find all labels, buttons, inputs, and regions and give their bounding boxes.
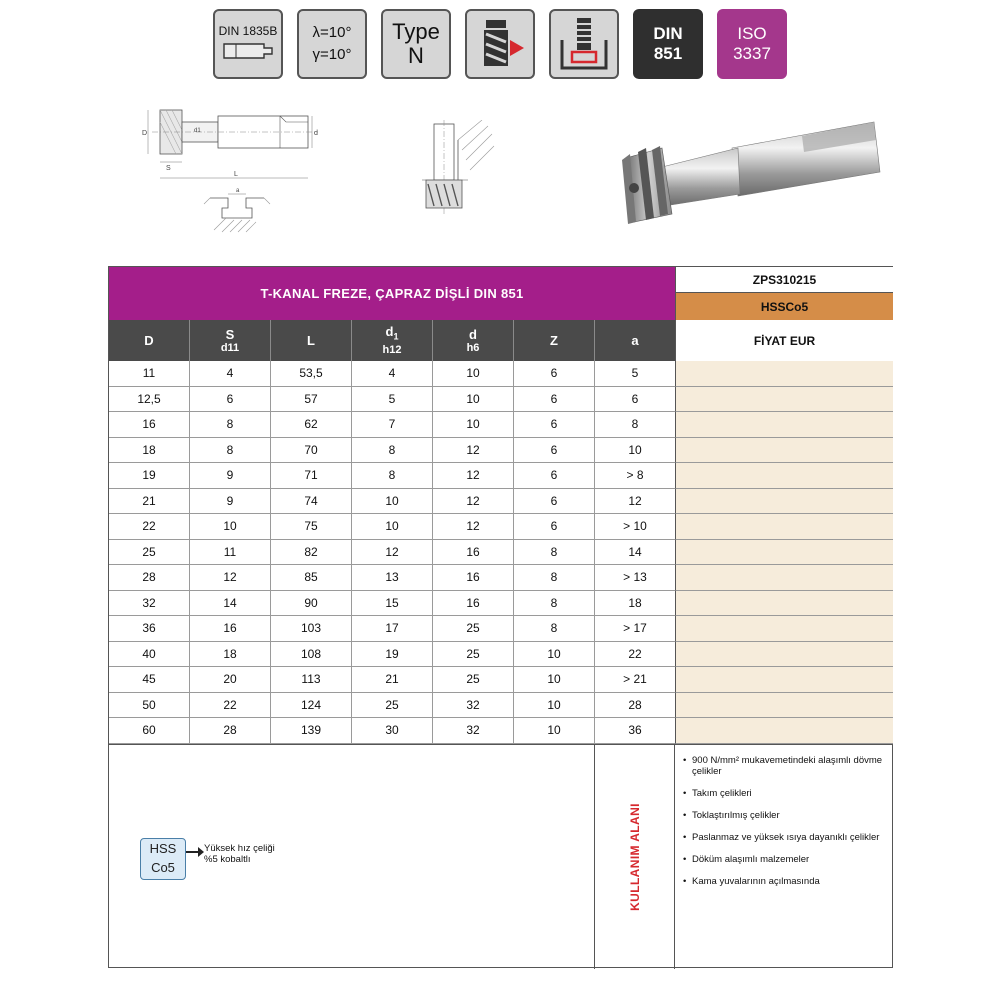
column-header-0 bbox=[109, 320, 190, 361]
slot-badge bbox=[549, 9, 619, 79]
column-header-tolerance: h6 bbox=[466, 341, 480, 354]
usage-area-column bbox=[594, 745, 675, 969]
table-cell: 18 bbox=[628, 595, 642, 610]
table-cell: 4 bbox=[352, 361, 433, 386]
product-code: ZPS310215 bbox=[675, 267, 893, 293]
column-header-6 bbox=[595, 320, 675, 361]
dim-a-label: a bbox=[236, 188, 240, 194]
material-legend bbox=[109, 745, 594, 969]
table-cell: 25 bbox=[433, 642, 514, 667]
din851-badge bbox=[633, 9, 703, 79]
price-cell[interactable] bbox=[675, 718, 893, 744]
shank-din1835b-badge bbox=[213, 9, 283, 79]
table-cell: 25 bbox=[352, 693, 433, 718]
price-cell[interactable] bbox=[675, 387, 893, 413]
type-value: N bbox=[408, 43, 424, 68]
table-cell: 10 bbox=[514, 718, 595, 743]
column-header-2 bbox=[271, 320, 352, 361]
table-cell: 103 bbox=[271, 616, 352, 641]
table-cell: 10 bbox=[433, 412, 514, 437]
price-header: FİYAT EUR bbox=[675, 320, 893, 361]
table-row bbox=[109, 565, 675, 591]
table-cell: 12 bbox=[433, 489, 514, 514]
table-cell: 28 bbox=[628, 697, 642, 712]
price-cell[interactable] bbox=[675, 540, 893, 566]
din-number: 851 bbox=[653, 44, 683, 63]
table-cell: 18 bbox=[109, 438, 190, 463]
table-title: T-KANAL FREZE, ÇAPRAZ DİŞLİ DIN 851 bbox=[109, 267, 675, 320]
table-cell: > 8 bbox=[626, 468, 644, 483]
dim-D-label: D bbox=[142, 130, 148, 137]
dim-d1-label: d1 bbox=[194, 128, 201, 134]
cutting-direction-badge bbox=[465, 9, 535, 79]
table-cell: 8 bbox=[514, 540, 595, 565]
table-cell: 16 bbox=[433, 591, 514, 616]
usage-list bbox=[675, 745, 893, 898]
table-cell: 16 bbox=[433, 565, 514, 590]
table-cell: 17 bbox=[352, 616, 433, 641]
table-cell: 22 bbox=[628, 646, 642, 661]
price-cell[interactable] bbox=[675, 591, 893, 617]
price-cell[interactable] bbox=[675, 693, 893, 719]
table-cell: 70 bbox=[271, 438, 352, 463]
column-header-label: a bbox=[631, 332, 639, 348]
column-header-label: d bbox=[469, 326, 477, 342]
table-cell: 62 bbox=[271, 412, 352, 437]
table-cell: > 21 bbox=[623, 672, 647, 687]
iso-number: 3337 bbox=[733, 44, 771, 63]
table-cell: 6 bbox=[514, 463, 595, 488]
column-header-label: L bbox=[307, 332, 315, 348]
table-cell: 6 bbox=[514, 438, 595, 463]
type-label: Type bbox=[392, 19, 440, 44]
hss-co5-badge bbox=[140, 838, 186, 880]
table-cell: 16 bbox=[433, 540, 514, 565]
table-cell: 30 bbox=[352, 718, 433, 743]
material-label: HSSCo5 bbox=[675, 293, 893, 320]
table-row bbox=[109, 540, 675, 566]
table-cell: 74 bbox=[271, 489, 352, 514]
hss-desc-line2: %5 kobaltlı bbox=[204, 854, 251, 865]
table-cell: 25 bbox=[109, 540, 190, 565]
table-cell: 75 bbox=[271, 514, 352, 539]
table-cell: 6 bbox=[514, 489, 595, 514]
table-cell: 15 bbox=[352, 591, 433, 616]
table-cell: 40 bbox=[109, 642, 190, 667]
slot-cut-icon bbox=[556, 16, 612, 72]
table-cell: 32 bbox=[109, 591, 190, 616]
table-cell: 12 bbox=[433, 438, 514, 463]
table-cell: 20 bbox=[190, 667, 271, 692]
table-cell: 12,5 bbox=[109, 387, 190, 412]
column-header-4 bbox=[433, 320, 514, 361]
table-row bbox=[109, 438, 675, 464]
badge-row bbox=[0, 9, 1000, 79]
table-cell: 6 bbox=[631, 391, 639, 406]
table-cell: > 17 bbox=[623, 621, 647, 636]
table-cell: 9 bbox=[190, 489, 271, 514]
table-cell: 53,5 bbox=[271, 361, 352, 386]
table-cell: 14 bbox=[628, 544, 642, 559]
table-row bbox=[109, 693, 675, 719]
table-cell: 8 bbox=[352, 463, 433, 488]
table-cell: 139 bbox=[271, 718, 352, 743]
table-cell: 50 bbox=[109, 693, 190, 718]
table-cell: 6 bbox=[514, 514, 595, 539]
column-header-tolerance: d11 bbox=[220, 341, 240, 354]
table-cell: > 10 bbox=[623, 519, 647, 534]
table-cell: 22 bbox=[190, 693, 271, 718]
table-cell: 6 bbox=[514, 387, 595, 412]
table-cell: 11 bbox=[190, 540, 271, 565]
table-cell: 7 bbox=[352, 412, 433, 437]
table-cell: 9 bbox=[190, 463, 271, 488]
table-cell: 10 bbox=[352, 489, 433, 514]
hss-desc-line1: Yüksek hız çeliği bbox=[204, 843, 275, 854]
price-cell[interactable] bbox=[675, 514, 893, 540]
iso-label: ISO bbox=[737, 24, 767, 43]
price-cell[interactable] bbox=[675, 565, 893, 591]
table-cell: 14 bbox=[190, 591, 271, 616]
table-cell: 4 bbox=[190, 361, 271, 386]
column-header-label: Z bbox=[550, 332, 558, 348]
usage-item: • Takım çelikleri bbox=[683, 788, 887, 799]
table-cell: 28 bbox=[109, 565, 190, 590]
column-header-5 bbox=[514, 320, 595, 361]
table-cell: 25 bbox=[433, 616, 514, 641]
table-row bbox=[109, 591, 675, 617]
table-row bbox=[109, 642, 675, 668]
table-row bbox=[109, 616, 675, 642]
column-header-label: S bbox=[225, 326, 235, 342]
arrow-icon bbox=[186, 851, 200, 853]
table-cell: 8 bbox=[352, 438, 433, 463]
column-header-3 bbox=[352, 320, 433, 361]
din-label: DIN bbox=[653, 24, 683, 43]
table-cell: 10 bbox=[352, 514, 433, 539]
table-cell: 71 bbox=[271, 463, 352, 488]
table-cell: 85 bbox=[271, 565, 352, 590]
table-cell: 36 bbox=[628, 723, 642, 738]
table-cell: 6 bbox=[514, 361, 595, 386]
table-cell: 36 bbox=[109, 616, 190, 641]
slot-section-drawing bbox=[412, 120, 502, 220]
table-cell: 21 bbox=[352, 667, 433, 692]
table-cell: 12 bbox=[433, 463, 514, 488]
usage-item: • 900 N/mm² mukavemetindeki alaşımlı dövme çelikler bbox=[683, 755, 887, 777]
table-cell: 10 bbox=[190, 514, 271, 539]
column-header-tolerance: h12 bbox=[382, 343, 402, 356]
table-cell: 113 bbox=[271, 667, 352, 692]
hss-line2: Co5 bbox=[151, 860, 175, 875]
table-cell: > 13 bbox=[623, 570, 647, 585]
iso3337-badge bbox=[717, 9, 787, 79]
table-cell: 19 bbox=[352, 642, 433, 667]
table-cell: 32 bbox=[433, 693, 514, 718]
column-header-label: $d_1$ bbox=[385, 324, 399, 342]
table-cell: 19 bbox=[109, 463, 190, 488]
table-cell: 16 bbox=[109, 412, 190, 437]
dim-d-label: d bbox=[314, 130, 318, 137]
table-cell: 10 bbox=[433, 387, 514, 412]
table-cell: 25 bbox=[433, 667, 514, 692]
product-table bbox=[108, 266, 893, 968]
usage-item: • Paslanmaz ve yüksek ısıya dayanıklı çelikler bbox=[683, 832, 887, 843]
hss-line1: HSS bbox=[149, 841, 177, 856]
product-photo bbox=[612, 118, 884, 228]
table-cell: 10 bbox=[514, 693, 595, 718]
price-cell[interactable] bbox=[675, 412, 893, 438]
gamma-angle: γ=10° bbox=[312, 46, 352, 63]
table-row bbox=[109, 463, 675, 489]
table-cell: 12 bbox=[628, 493, 642, 508]
angle-badge bbox=[297, 9, 367, 79]
table-cell: 124 bbox=[271, 693, 352, 718]
type-badge bbox=[381, 9, 451, 79]
table-cell: 12 bbox=[433, 514, 514, 539]
table-cell: 10 bbox=[628, 442, 642, 457]
usage-item: • Kama yuvalarının açılmasında bbox=[683, 876, 887, 887]
table-cell: 11 bbox=[109, 361, 190, 386]
table-row bbox=[109, 361, 675, 387]
table-cell: 6 bbox=[514, 412, 595, 437]
table-cell: 8 bbox=[514, 591, 595, 616]
table-cell: 57 bbox=[271, 387, 352, 412]
price-cell[interactable] bbox=[675, 616, 893, 642]
table-row bbox=[109, 489, 675, 515]
price-cell[interactable] bbox=[675, 489, 893, 515]
table-cell: 8 bbox=[514, 565, 595, 590]
table-cell: 10 bbox=[514, 642, 595, 667]
table-cell: 45 bbox=[109, 667, 190, 692]
usage-item: • Döküm alaşımlı malzemeler bbox=[683, 854, 887, 865]
table-row bbox=[109, 514, 675, 540]
dim-L-label: L bbox=[234, 171, 238, 178]
table-row bbox=[109, 412, 675, 438]
shank-icon bbox=[220, 38, 276, 64]
table-cell: 22 bbox=[109, 514, 190, 539]
table-cell: 5 bbox=[631, 366, 639, 381]
table-cell: 10 bbox=[514, 667, 595, 692]
usage-item: • Toklaştırılmış çelikler bbox=[683, 810, 887, 821]
table-row bbox=[109, 718, 675, 744]
dimension-drawing bbox=[130, 100, 330, 240]
cutter-direction-icon bbox=[472, 16, 528, 72]
table-cell: 5 bbox=[352, 387, 433, 412]
table-cell: 60 bbox=[109, 718, 190, 743]
table-footer bbox=[109, 744, 893, 968]
table-cell: 28 bbox=[190, 718, 271, 743]
table-cell: 8 bbox=[190, 412, 271, 437]
table-cell: 90 bbox=[271, 591, 352, 616]
price-cell[interactable] bbox=[675, 361, 893, 387]
table-cell: 18 bbox=[190, 642, 271, 667]
lambda-angle: λ=10° bbox=[312, 24, 352, 41]
dim-S-label: S bbox=[166, 165, 171, 172]
table-row bbox=[109, 387, 675, 413]
column-header-label: D bbox=[144, 332, 154, 348]
table-cell: 16 bbox=[190, 616, 271, 641]
hss-description bbox=[204, 843, 275, 865]
price-cell[interactable] bbox=[675, 667, 893, 693]
table-cell: 8 bbox=[190, 438, 271, 463]
table-cell: 82 bbox=[271, 540, 352, 565]
table-cell: 8 bbox=[631, 417, 639, 432]
table-cell: 10 bbox=[433, 361, 514, 386]
table-cell: 12 bbox=[352, 540, 433, 565]
table-cell: 12 bbox=[190, 565, 271, 590]
badge-din1835b-text: DIN 1835B bbox=[218, 24, 278, 38]
table-cell: 8 bbox=[514, 616, 595, 641]
price-cell[interactable] bbox=[675, 463, 893, 489]
column-header-1 bbox=[190, 320, 271, 361]
table-cell: 108 bbox=[271, 642, 352, 667]
table-cell: 32 bbox=[433, 718, 514, 743]
price-cell[interactable] bbox=[675, 438, 893, 464]
table-cell: 13 bbox=[352, 565, 433, 590]
table-cell: 6 bbox=[190, 387, 271, 412]
usage-area-label: KULLANIM ALANI bbox=[627, 803, 642, 911]
table-cell: 21 bbox=[109, 489, 190, 514]
table-row bbox=[109, 667, 675, 693]
price-cell[interactable] bbox=[675, 642, 893, 668]
